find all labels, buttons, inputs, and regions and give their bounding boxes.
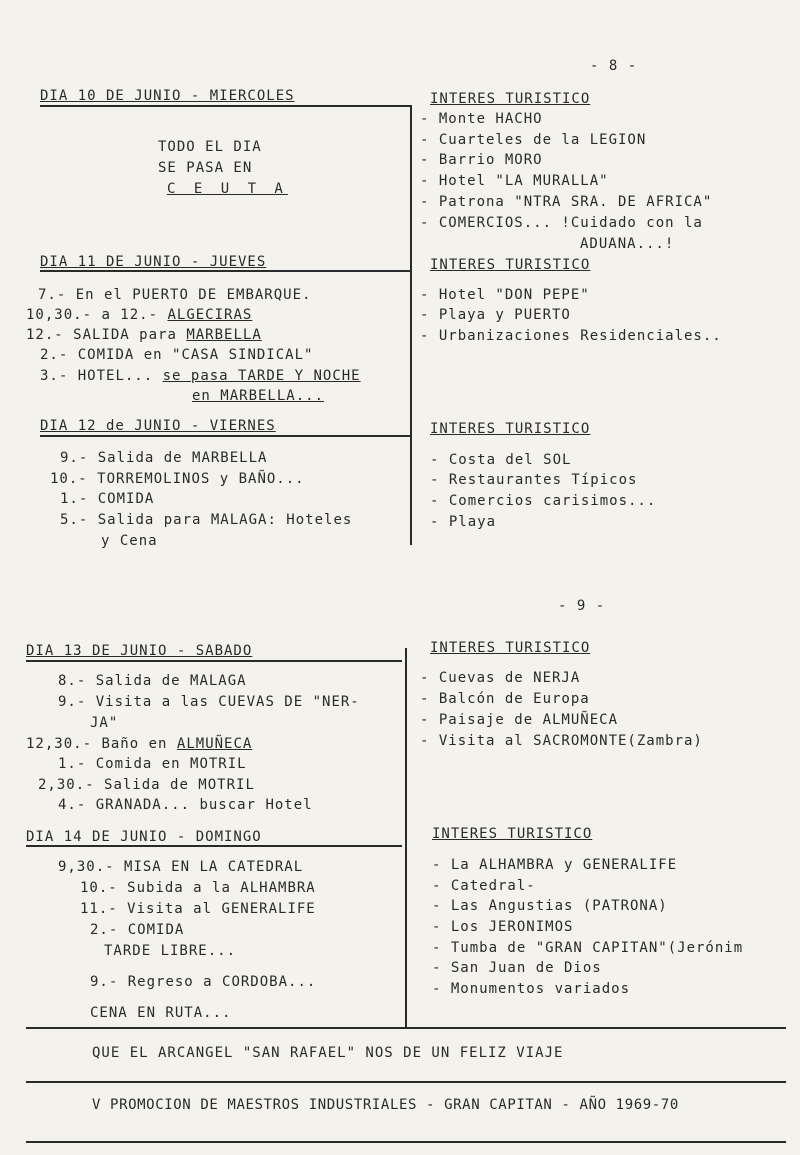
interest-item: - Hotel "DON PEPE": [420, 287, 590, 303]
interest-item: - Visita al SACROMONTE(Zambra): [420, 733, 703, 749]
interest-item: - Patrona "NTRA SRA. DE AFRICA": [420, 194, 713, 210]
schedule-item: 9,30.- MISA EN LA CATEDRAL: [58, 859, 304, 875]
interest-item: - Los JERONIMOS: [432, 919, 574, 935]
interest-item: - San Juan de Dios: [432, 960, 602, 976]
day-header: DIA 10 DE JUNIO - MIERCOLES: [40, 88, 295, 104]
column-divider: [410, 105, 412, 545]
divider: [40, 105, 412, 107]
divider: [26, 1141, 786, 1143]
schedule-item: JA": [90, 715, 119, 731]
schedule-item: 7.- En el PUERTO DE EMBARQUE.: [38, 287, 312, 303]
interest-item: - Catedral-: [432, 878, 536, 894]
interest-title: INTERES TURISTICO: [430, 257, 591, 273]
divider: [40, 270, 412, 272]
schedule-item: y Cena: [101, 533, 158, 549]
day-header: DIA 11 DE JUNIO - JUEVES: [40, 254, 267, 270]
interest-item: - Barrio MORO: [420, 152, 543, 168]
interest-title: INTERES TURISTICO: [430, 91, 591, 107]
schedule-item: en MARBELLA...: [192, 388, 325, 404]
interest-item: - Playa y PUERTO: [420, 307, 571, 323]
interest-item: - Monumentos variados: [432, 981, 631, 997]
divider: [40, 435, 412, 437]
divider: [26, 1081, 786, 1083]
interest-item: ADUANA...!: [580, 236, 675, 252]
page-number: - 9 -: [558, 598, 606, 614]
day-header: DIA 12 de JUNIO - VIERNES: [40, 418, 276, 434]
interest-item: - Las Angustias (PATRONA): [432, 898, 668, 914]
interest-item: - Restaurantes Típicos: [430, 472, 638, 488]
interest-item: - COMERCIOS... !Cuidado con la: [420, 215, 703, 231]
schedule-item: 10.- Subida a la ALHAMBRA: [80, 880, 316, 896]
interest-item: - Balcón de Europa: [420, 691, 590, 707]
schedule-item: 2,30.- Salida de MOTRIL: [38, 777, 255, 793]
interest-item: - Tumba de "GRAN CAPITAN"(Jerónim: [432, 940, 744, 956]
interest-item: - Cuarteles de la LEGION: [420, 132, 647, 148]
schedule-item: 5.- Salida para MALAGA: Hoteles: [60, 512, 353, 528]
day-note: SE PASA EN: [158, 160, 253, 176]
schedule-item: 1.- COMIDA: [60, 491, 155, 507]
interest-item: - Urbanizaciones Residenciales..: [420, 328, 722, 344]
interest-item: - Monte HACHO: [420, 111, 543, 127]
interest-title: INTERES TURISTICO: [432, 826, 593, 842]
interest-item: - Paisaje de ALMUÑECA: [420, 712, 619, 728]
schedule-item: 11.- Visita al GENERALIFE: [80, 901, 316, 917]
schedule-item: 1.- Comida en MOTRIL: [58, 756, 247, 772]
column-divider: [405, 648, 407, 1028]
interest-item: - La ALHAMBRA y GENERALIFE: [432, 857, 678, 873]
interest-title: INTERES TURISTICO: [430, 640, 591, 656]
schedule-item: 3.- HOTEL... se pasa TARDE Y NOCHE: [40, 368, 361, 384]
schedule-item: 2.- COMIDA: [90, 922, 185, 938]
footer-motto: QUE EL ARCANGEL "SAN RAFAEL" NOS DE UN FELIZ VIAJE: [92, 1045, 564, 1061]
footer-credit: V PROMOCION DE MAESTROS INDUSTRIALES - GRAN CAPITAN - AÑO 1969-70: [92, 1097, 679, 1113]
divider: [26, 845, 402, 847]
schedule-item: 9.- Salida de MARBELLA: [60, 450, 268, 466]
day-header: DIA 13 DE JUNIO - SABADO: [26, 643, 253, 659]
interest-item: - Comercios carisimos...: [430, 493, 657, 509]
day-header: DIA 14 DE JUNIO - DOMINGO: [26, 829, 262, 845]
schedule-item: 2.- COMIDA en "CASA SINDICAL": [40, 347, 314, 363]
schedule-item: 8.- Salida de MALAGA: [58, 673, 247, 689]
schedule-item: 4.- GRANADA... buscar Hotel: [58, 797, 313, 813]
divider: [26, 660, 402, 662]
schedule-item: 12,30.- Baño en ALMUÑECA: [26, 736, 253, 752]
day-note: TODO EL DIA: [158, 139, 262, 155]
schedule-item: TARDE LIBRE...: [104, 943, 237, 959]
schedule-item: CENA EN RUTA...: [90, 1005, 232, 1021]
schedule-item: 9.- Regreso a CORDOBA...: [90, 974, 317, 990]
interest-item: - Cuevas de NERJA: [420, 670, 581, 686]
schedule-item: 10.- TORREMOLINOS y BAÑO...: [50, 471, 305, 487]
interest-title: INTERES TURISTICO: [430, 421, 591, 437]
divider: [26, 1027, 786, 1029]
interest-item: - Hotel "LA MURALLA": [420, 173, 609, 189]
schedule-item: 9.- Visita a las CUEVAS DE "NER-: [58, 694, 360, 710]
schedule-item: 10,30.- a 12.- ALGECIRAS: [26, 307, 253, 323]
schedule-item: 12.- SALIDA para MARBELLA: [26, 327, 262, 343]
page-number: - 8 -: [590, 58, 638, 74]
day-note: C E U T A: [167, 181, 288, 197]
interest-item: - Playa: [430, 514, 497, 530]
interest-item: - Costa del SOL: [430, 452, 572, 468]
